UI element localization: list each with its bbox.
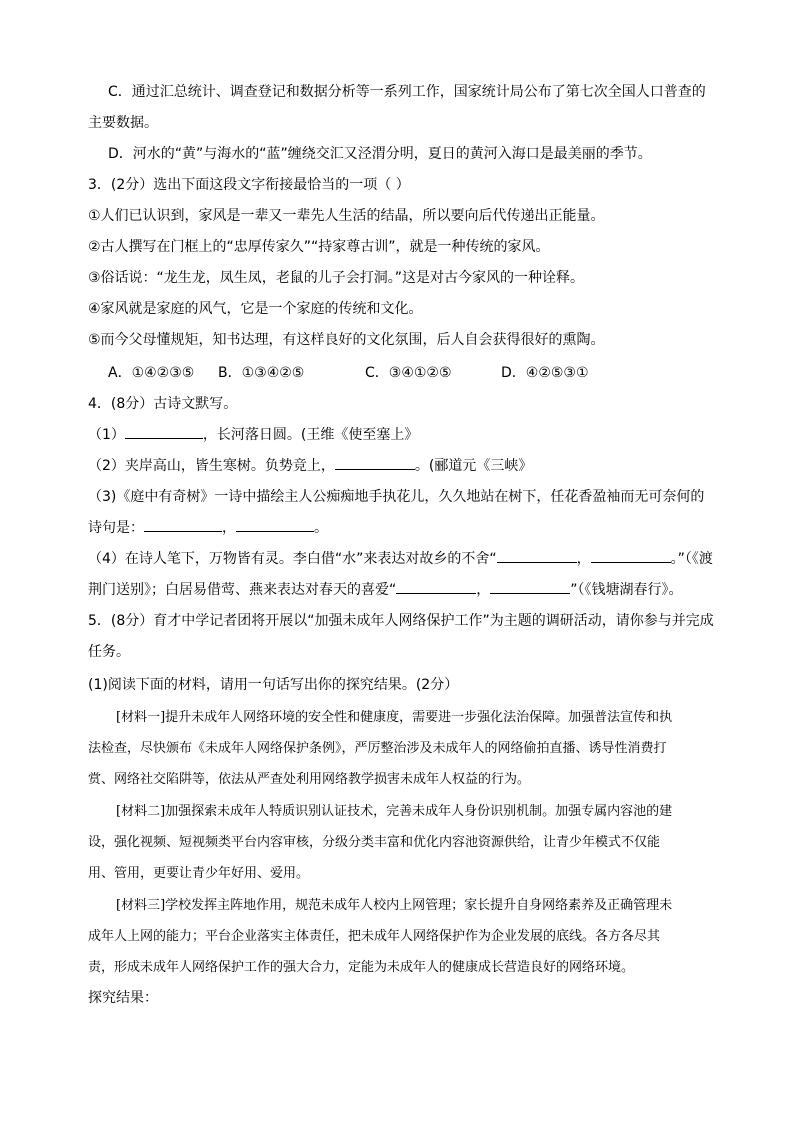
answer-blank[interactable] [396,581,476,594]
q4-part-3-line1: （3)《庭中有奇树》一诗中描绘主人公痴痴地手执花儿，久久地站在树下，任花香盈袖而无可奈何的 [88,489,705,505]
q4-part-4-text2: 荆门送别》；白居易借莺、燕来表达对春天的喜爱“ [88,582,397,598]
q2-option-d: D．河水的“黄”与海水的“蓝”缠绕交汇又泾渭分明，夏日的黄河入海口是最美丽的季节。 [108,146,652,162]
material-3-line1: [材料三]学校发挥主阵地作用，规范未成年人校内上网管理；家长提升自身网络素养及正确管理未 [116,898,673,913]
q3-option-c: C．③④①②⑤ [365,365,452,381]
q3-option-d: D．④②⑤③① [501,365,589,381]
q4-part-4-source2: ”（《钱塘湖春行》。 [570,582,683,598]
q5-stem-line1: 5．(8分）育才中学记者团将开展以“加强未成年人网络保护工作”为主题的调研活动，请你参与并完成 [88,613,714,629]
q3-stem: 3．(2分）选出下面这段文字衔接最恰当的一项（ ） [88,177,410,193]
q4-part-4-line1 [88,550,713,568]
punctuation: 。 [314,520,328,536]
q4-stem: 4．(8分）古诗文默写。 [88,396,238,412]
q4-part-4-line2 [88,581,683,599]
punctuation: ， [476,582,491,598]
q4-part-2 [88,457,532,475]
material-1-line1: [材料一]提升未成年人网络环境的安全性和健康度，需要进一步强化法治保障。加强普法宣传和执 [116,710,673,725]
q3-sentence-4: ④家风就是家庭的风气，它是一个家庭的传统和文化。 [88,301,423,317]
q4-part-1 [88,426,418,444]
material-2-line1: [材料二]加强探索未成年人特质识别认证技术，完善未成年人身份识别机制。加强专属内容池的建 [116,804,673,819]
q3-option-a: A．①④②③⑤ [108,365,195,381]
material-3-line2: 成年人上网的能力；平台企业落实主体责任，把未成年人网络保护作为企业发展的底线。各方各尽其 [88,929,661,944]
answer-blank[interactable] [490,581,570,594]
q3-option-b: B．①③④②⑤ [218,365,305,381]
q3-sentence-1: ①人们已认识到，家风是一辈又一辈先人生活的结晶，所以要向后代传递出正能量。 [88,208,605,224]
answer-blank[interactable] [144,519,222,532]
material-1-line2: 法检查，尽快颁布《未成年人网络保护条例》，严厉整治涉及未成年人的网络偷拍直播、诱导性消费打 [88,741,667,756]
q4-part-1-text: ，长河落日圆。(王维《使至塞上》 [202,427,419,443]
answer-blank[interactable] [236,519,314,532]
answer-blank[interactable] [125,426,203,439]
punctuation: ， [576,551,591,567]
answer-blank[interactable] [335,457,415,470]
q3-sentence-3: ③俗话说：“龙生龙，凤生凤，老鼠的儿子会打洞。”这是对古今家风的一种诠释。 [88,270,585,286]
material-2-line2: 设，强化视频、短视频类平台内容审核，分级分类丰富和优化内容池资源供给，让青少年模式不仅能 [88,835,661,850]
q4-part-3-line2 [88,519,328,537]
material-2-line3: 用、管用，更要让青少年好用、爱用。 [88,866,310,881]
material-3-line3: 责，形成未成年人网络保护工作的强大合力，定能为未成年人的健康成长营造良好的网络环境。 [88,960,635,975]
material-1-line3: 赏、网络社交陷阱等，依法从严查处利用网络教学损害未成年人权益的行为。 [88,772,531,787]
answer-blank[interactable] [497,550,577,563]
q4-part-4-text: （4）在诗人笔下，万物皆有灵。李白借“水”来表达对故乡的不舍“ [88,551,497,567]
q4-part-2-text: （2）夹岸高山，皆生寒树。负势竞上， [88,458,335,474]
q4-part-4-source: 。”（《渡 [670,551,713,567]
q3-sentence-2: ②古人撰写在门框上的“忠厚传家久”“持家尊古训”，就是一种传统的家风。 [88,239,550,255]
answer-blank[interactable] [591,550,671,563]
result-label: 探究结果： [88,990,158,1006]
q2-option-c-line2: 主要数据。 [88,115,158,131]
q4-part-2-source: 。(郦道元《三峡》 [414,458,533,474]
q4-part-1-number: （1） [88,427,125,443]
q3-sentence-5: ⑤而今父母懂规矩，知书达理，有这样良好的文化氛围，后人自会获得很好的熏陶。 [88,332,605,348]
punctuation: ， [222,520,236,536]
q2-option-c-line1: C．通过汇总统计、调查登记和数据分析等一系列工作，国家统计局公布了第七次全国人口普查的 [108,84,706,100]
q5-stem-line2: 任务。 [88,644,130,660]
q4-part-3-label: 诗句是： [88,520,144,536]
q5-subquestion-1: (1)阅读下面的材料，请用一句话写出你的探究结果。(2分） [88,677,459,693]
